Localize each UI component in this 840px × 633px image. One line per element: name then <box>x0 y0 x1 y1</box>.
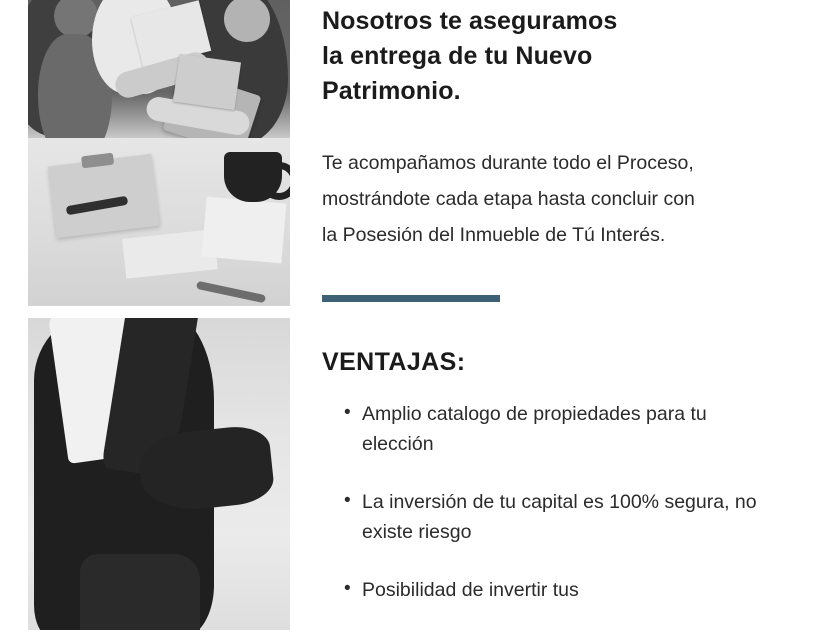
photo-scene-suit <box>28 318 290 630</box>
photo-suit-leg <box>80 554 200 630</box>
content-column <box>322 0 804 633</box>
photo-clipboard <box>48 154 160 238</box>
person-in-suit-photo <box>28 318 290 630</box>
photo-coffee-cup <box>224 152 282 202</box>
team-meeting-photo <box>28 0 290 306</box>
list-item: • La inversión de tu capital es 100% segura, no existe riesgo <box>344 487 758 547</box>
advantages-list <box>322 399 804 605</box>
intro-paragraph: Te acompañamos durante todo el Proceso, mostrándote cada etapa hasta concluir con la Posesión del Inmueble de Tú Interés. <box>322 152 695 246</box>
list-item: • Posibilidad de invertir tus <box>344 575 758 605</box>
photo-scene-meeting <box>28 0 290 306</box>
list-item: • Amplio catalogo de propiedades para tu elección <box>344 399 758 459</box>
photo-paper-2 <box>173 54 241 110</box>
section-divider <box>322 295 500 302</box>
photo-column <box>28 0 290 630</box>
advantages-heading: VENTAJAS: <box>322 348 466 376</box>
page-headline: Nosotros te aseguramos la entrega de tu Nuevo Patrimonio. <box>322 7 618 105</box>
photo-note-2 <box>202 197 287 264</box>
